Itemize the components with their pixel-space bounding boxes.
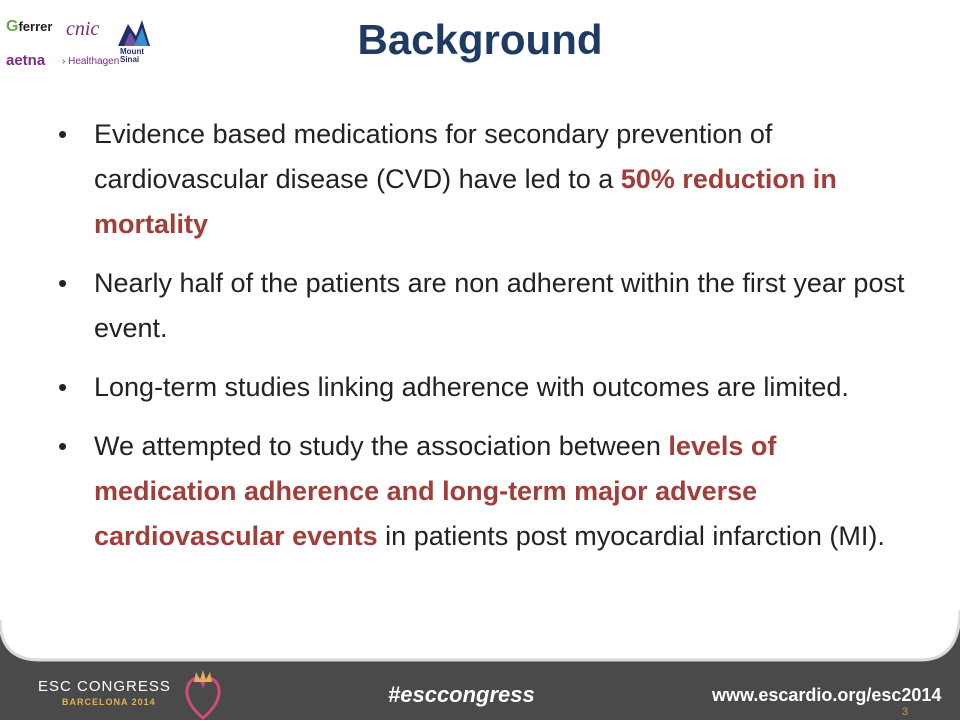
bullet-text: We attempted to study the association between [94,431,669,461]
bullet-list [58,112,918,573]
healthagen-logo: › Healthagen [62,56,120,67]
aetna-logo: aetna [6,52,46,69]
ferrer-logo-text: ferrer [18,19,53,34]
bullet-dot-icon: • [58,372,68,402]
esc-location-label: BARCELONA 2014 [62,697,156,707]
hashtag-label: #esccongress [388,682,535,707]
esc-heart-logo-icon [180,668,226,720]
mount-sinai-line1: Mount [120,47,144,56]
slide-title: Background [357,16,603,63]
bullet-dot-icon: • [58,119,68,149]
slide-number: 3 [902,706,909,718]
healthagen-logo-text: Healthagen [68,56,120,67]
bullet-dot-icon: • [58,268,68,298]
bullet-text: Evidence based medications for secondary prevention of cardiovascular disease (CVD) have led to a [94,119,773,194]
esc-congress-label: ESC CONGRESS [38,678,171,695]
bullet-dot-icon: • [58,431,68,461]
bullet-item [58,112,918,247]
bullet-highlight-text: 50% reduction in mortality [94,164,837,239]
website-link[interactable]: www.escardio.org/esc2014 [712,685,942,705]
ferrer-logo: Gferrer [6,18,53,35]
bullet-text: in patients post myocardial infarction (MI). [377,521,885,551]
mount-sinai-line2: Sinai [120,55,140,64]
bullet-item [58,365,918,410]
bullet-highlight-text: levels of medication adherence and long-term major adverse cardiovascular events [94,431,777,551]
cnic-logo: cnic [66,18,100,40]
bullet-item [58,261,918,351]
bullet-item [58,424,918,559]
bullet-text: Nearly half of the patients are non adherent within the first year post event. [94,268,905,343]
bullet-text: Long-term studies linking adherence with outcomes are limited. [94,372,849,402]
